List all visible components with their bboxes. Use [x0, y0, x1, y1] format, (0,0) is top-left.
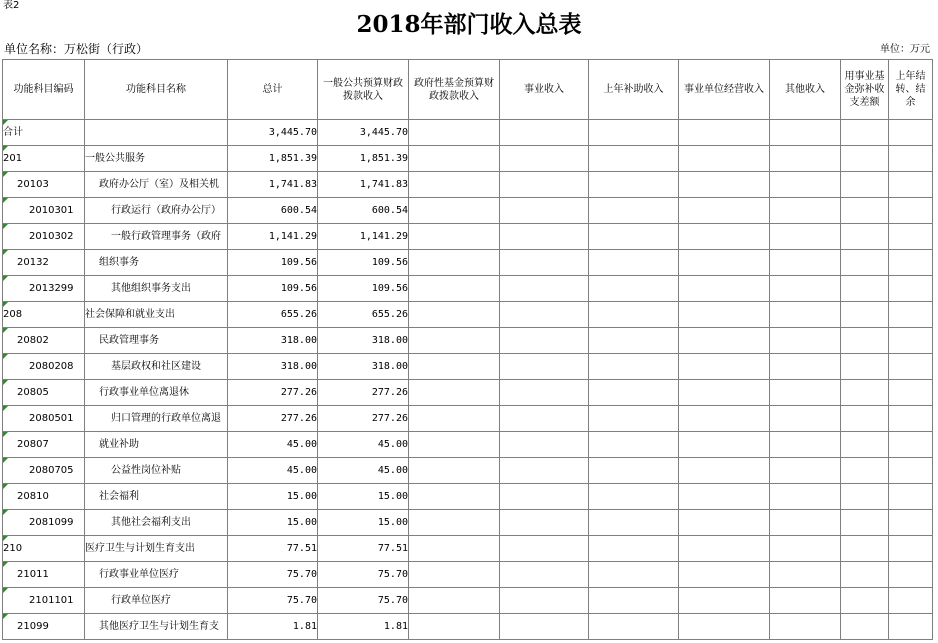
cell-fund-deficit[interactable]: [841, 510, 889, 536]
cell-prev-subsidy[interactable]: [589, 588, 679, 614]
cell-fund-deficit[interactable]: [841, 406, 889, 432]
cell-carryover[interactable]: [889, 120, 933, 146]
table-row: [3, 458, 933, 484]
cell-prev-subsidy[interactable]: [589, 458, 679, 484]
cell-general-budget[interactable]: 600.54: [318, 198, 409, 224]
cell-carryover[interactable]: [889, 328, 933, 354]
cell-fund-deficit[interactable]: [841, 432, 889, 458]
cell-total[interactable]: 45.00: [228, 458, 318, 484]
cell-name[interactable]: 社会福利: [85, 484, 228, 510]
cell-code[interactable]: 20807: [3, 432, 85, 458]
header-fund-deficit[interactable]: 用事业基金弥补收支差额: [841, 60, 889, 120]
cell-fund-deficit[interactable]: [841, 146, 889, 172]
unit-name: 单位名称：万松街（行政）: [4, 42, 149, 56]
cell-business-income[interactable]: [500, 588, 589, 614]
cell-name[interactable]: 其他组织事务支出: [85, 276, 228, 302]
cell-general-budget[interactable]: 109.56: [318, 276, 409, 302]
cell-other-income[interactable]: [770, 250, 841, 276]
cell-business-income[interactable]: [500, 250, 589, 276]
header-prev-subsidy[interactable]: 上年补助收入: [589, 60, 679, 120]
cell-gov-fund[interactable]: [409, 614, 500, 640]
header-carryover[interactable]: 上年结转、结余: [889, 60, 933, 120]
table-row: [3, 146, 933, 172]
cell-prev-subsidy[interactable]: [589, 614, 679, 640]
cell-general-budget[interactable]: 45.00: [318, 432, 409, 458]
cell-carryover[interactable]: [889, 510, 933, 536]
cell-prev-subsidy[interactable]: [589, 562, 679, 588]
table-row: [3, 588, 933, 614]
cell-name[interactable]: 一般公共服务: [85, 146, 228, 172]
table-row: [3, 406, 933, 432]
cell-other-income[interactable]: [770, 406, 841, 432]
cell-general-budget[interactable]: 1,741.83: [318, 172, 409, 198]
cell-prev-subsidy[interactable]: [589, 432, 679, 458]
cell-code[interactable]: 2101101: [3, 588, 85, 614]
cell-prev-subsidy[interactable]: [589, 302, 679, 328]
cell-general-budget[interactable]: 3,445.70: [318, 120, 409, 146]
header-general-budget[interactable]: 一般公共预算财政拨款收入: [318, 60, 409, 120]
unit-measure: 单位：万元: [880, 44, 930, 55]
cell-carryover[interactable]: [889, 406, 933, 432]
header-name[interactable]: 功能科目名称: [85, 60, 228, 120]
cell-gov-fund[interactable]: [409, 198, 500, 224]
header-total[interactable]: 总计: [228, 60, 318, 120]
cell-business-unit-income[interactable]: [679, 120, 770, 146]
header-gov-fund[interactable]: 政府性基金预算财政拨款收入: [409, 60, 500, 120]
cell-code[interactable]: 2013299: [3, 276, 85, 302]
cell-business-unit-income[interactable]: [679, 250, 770, 276]
table-row: [3, 120, 933, 146]
cell-other-income[interactable]: [770, 588, 841, 614]
cell-gov-fund[interactable]: [409, 302, 500, 328]
cell-fund-deficit[interactable]: [841, 484, 889, 510]
cell-general-budget[interactable]: 655.26: [318, 302, 409, 328]
cell-business-income[interactable]: [500, 302, 589, 328]
cell-carryover[interactable]: [889, 562, 933, 588]
cell-prev-subsidy[interactable]: [589, 406, 679, 432]
cell-name[interactable]: 行政运行（政府办公厅）: [85, 198, 228, 224]
cell-code[interactable]: 20802: [3, 328, 85, 354]
cell-carryover[interactable]: [889, 484, 933, 510]
cell-fund-deficit[interactable]: [841, 328, 889, 354]
cell-carryover[interactable]: [889, 172, 933, 198]
cell-fund-deficit[interactable]: [841, 250, 889, 276]
cell-total[interactable]: 45.00: [228, 432, 318, 458]
cell-total[interactable]: 600.54: [228, 198, 318, 224]
table-tag: 表2: [3, 0, 20, 11]
cell-fund-deficit[interactable]: [841, 562, 889, 588]
cell-total[interactable]: 15.00: [228, 484, 318, 510]
cell-gov-fund[interactable]: [409, 250, 500, 276]
table-row: [3, 250, 933, 276]
cell-carryover[interactable]: [889, 432, 933, 458]
cell-total[interactable]: 75.70: [228, 562, 318, 588]
table-row: [3, 484, 933, 510]
cell-fund-deficit[interactable]: [841, 458, 889, 484]
cell-code[interactable]: 210: [3, 536, 85, 562]
cell-business-income[interactable]: [500, 562, 589, 588]
cell-other-income[interactable]: [770, 562, 841, 588]
cell-business-income[interactable]: [500, 328, 589, 354]
page-title: 2018年部门收入总表: [356, 11, 582, 38]
cell-business-unit-income[interactable]: [679, 354, 770, 380]
cell-prev-subsidy[interactable]: [589, 172, 679, 198]
cell-fund-deficit[interactable]: [841, 172, 889, 198]
cell-prev-subsidy[interactable]: [589, 536, 679, 562]
cell-gov-fund[interactable]: [409, 354, 500, 380]
cell-fund-deficit[interactable]: [841, 224, 889, 250]
cell-business-income[interactable]: [500, 276, 589, 302]
cell-carryover[interactable]: [889, 198, 933, 224]
cell-name[interactable]: 一般行政管理事务（政府: [85, 224, 228, 250]
header-row: [3, 60, 933, 120]
cell-code[interactable]: 合计: [3, 120, 85, 146]
table-row: [3, 354, 933, 380]
cell-total[interactable]: 1,141.29: [228, 224, 318, 250]
cell-gov-fund[interactable]: [409, 276, 500, 302]
cell-fund-deficit[interactable]: [841, 380, 889, 406]
cell-code[interactable]: 2080705: [3, 458, 85, 484]
cell-gov-fund[interactable]: [409, 484, 500, 510]
cell-gov-fund[interactable]: [409, 120, 500, 146]
table-row: [3, 276, 933, 302]
cell-prev-subsidy[interactable]: [589, 276, 679, 302]
table-row: [3, 562, 933, 588]
cell-general-budget[interactable]: 1.81: [318, 614, 409, 640]
header-business-unit-income[interactable]: 事业单位经营收入: [679, 60, 770, 120]
cell-carryover[interactable]: [889, 614, 933, 640]
cell-name[interactable]: 行政事业单位离退休: [85, 380, 228, 406]
cell-other-income[interactable]: [770, 302, 841, 328]
cell-fund-deficit[interactable]: [841, 302, 889, 328]
cell-fund-deficit[interactable]: [841, 276, 889, 302]
cell-fund-deficit[interactable]: [841, 588, 889, 614]
cell-business-unit-income[interactable]: [679, 224, 770, 250]
cell-business-income[interactable]: [500, 172, 589, 198]
cell-prev-subsidy[interactable]: [589, 250, 679, 276]
cell-prev-subsidy[interactable]: [589, 380, 679, 406]
cell-business-unit-income[interactable]: [679, 328, 770, 354]
cell-gov-fund[interactable]: [409, 458, 500, 484]
cell-gov-fund[interactable]: [409, 432, 500, 458]
cell-name[interactable]: 医疗卫生与计划生育支出: [85, 536, 228, 562]
cell-total[interactable]: 1,851.39: [228, 146, 318, 172]
cell-other-income[interactable]: [770, 380, 841, 406]
table-row: [3, 432, 933, 458]
cell-prev-subsidy[interactable]: [589, 484, 679, 510]
cell-fund-deficit[interactable]: [841, 614, 889, 640]
table-row: [3, 328, 933, 354]
cell-other-income[interactable]: [770, 224, 841, 250]
cell-name[interactable]: 公益性岗位补贴: [85, 458, 228, 484]
cell-business-unit-income[interactable]: [679, 432, 770, 458]
cell-business-unit-income[interactable]: [679, 146, 770, 172]
cell-carryover[interactable]: [889, 536, 933, 562]
cell-name[interactable]: 民政管理事务: [85, 328, 228, 354]
cell-code[interactable]: 2010301: [3, 198, 85, 224]
cell-prev-subsidy[interactable]: [589, 224, 679, 250]
cell-other-income[interactable]: [770, 146, 841, 172]
cell-fund-deficit[interactable]: [841, 354, 889, 380]
cell-prev-subsidy[interactable]: [589, 510, 679, 536]
cell-other-income[interactable]: [770, 198, 841, 224]
cell-code[interactable]: 208: [3, 302, 85, 328]
cell-code[interactable]: 20103: [3, 172, 85, 198]
cell-fund-deficit[interactable]: [841, 198, 889, 224]
cell-name[interactable]: 政府办公厅（室）及相关机: [85, 172, 228, 198]
cell-total[interactable]: 655.26: [228, 302, 318, 328]
cell-general-budget[interactable]: 15.00: [318, 484, 409, 510]
cell-carryover[interactable]: [889, 588, 933, 614]
cell-business-income[interactable]: [500, 458, 589, 484]
cell-business-income[interactable]: [500, 536, 589, 562]
cell-general-budget[interactable]: 109.56: [318, 250, 409, 276]
cell-code[interactable]: 21011: [3, 562, 85, 588]
cell-carryover[interactable]: [889, 354, 933, 380]
cell-business-income[interactable]: [500, 380, 589, 406]
cell-carryover[interactable]: [889, 276, 933, 302]
cell-gov-fund[interactable]: [409, 172, 500, 198]
table-row: [3, 614, 933, 640]
cell-gov-fund[interactable]: [409, 588, 500, 614]
cell-carryover[interactable]: [889, 224, 933, 250]
header-other-income[interactable]: 其他收入: [770, 60, 841, 120]
table-row: [3, 172, 933, 198]
cell-general-budget[interactable]: 15.00: [318, 510, 409, 536]
table-row: [3, 510, 933, 536]
cell-code[interactable]: 2081099: [3, 510, 85, 536]
table-body: [3, 120, 933, 640]
cell-total[interactable]: 77.51: [228, 536, 318, 562]
cell-gov-fund[interactable]: [409, 510, 500, 536]
cell-business-income[interactable]: [500, 146, 589, 172]
cell-name[interactable]: 社会保障和就业支出: [85, 302, 228, 328]
cell-business-unit-income[interactable]: [679, 588, 770, 614]
cell-total[interactable]: 277.26: [228, 380, 318, 406]
cell-business-income[interactable]: [500, 432, 589, 458]
cell-gov-fund[interactable]: [409, 380, 500, 406]
cell-general-budget[interactable]: 75.70: [318, 562, 409, 588]
cell-name[interactable]: 其他社会福利支出: [85, 510, 228, 536]
cell-other-income[interactable]: [770, 484, 841, 510]
cell-other-income[interactable]: [770, 458, 841, 484]
cell-gov-fund[interactable]: [409, 536, 500, 562]
cell-gov-fund[interactable]: [409, 406, 500, 432]
table-row: [3, 198, 933, 224]
cell-other-income[interactable]: [770, 120, 841, 146]
cell-business-unit-income[interactable]: [679, 510, 770, 536]
cell-code[interactable]: 2010302: [3, 224, 85, 250]
cell-prev-subsidy[interactable]: [589, 328, 679, 354]
cell-code[interactable]: 2080208: [3, 354, 85, 380]
cell-total[interactable]: 277.26: [228, 406, 318, 432]
cell-name[interactable]: 其他医疗卫生与计划生育支: [85, 614, 228, 640]
cell-prev-subsidy[interactable]: [589, 354, 679, 380]
cell-total[interactable]: 1,741.83: [228, 172, 318, 198]
cell-carryover[interactable]: [889, 146, 933, 172]
cell-business-unit-income[interactable]: [679, 562, 770, 588]
cell-business-unit-income[interactable]: [679, 276, 770, 302]
cell-name[interactable]: 行政单位医疗: [85, 588, 228, 614]
cell-business-unit-income[interactable]: [679, 380, 770, 406]
cell-total[interactable]: 109.56: [228, 276, 318, 302]
cell-business-income[interactable]: [500, 614, 589, 640]
cell-code[interactable]: 20132: [3, 250, 85, 276]
cell-code[interactable]: 20810: [3, 484, 85, 510]
table-row: [3, 224, 933, 250]
cell-business-unit-income[interactable]: [679, 536, 770, 562]
cell-other-income[interactable]: [770, 276, 841, 302]
cell-general-budget[interactable]: 45.00: [318, 458, 409, 484]
cell-general-budget[interactable]: 77.51: [318, 536, 409, 562]
cell-gov-fund[interactable]: [409, 224, 500, 250]
cell-business-income[interactable]: [500, 224, 589, 250]
cell-gov-fund[interactable]: [409, 562, 500, 588]
cell-other-income[interactable]: [770, 172, 841, 198]
cell-name[interactable]: [85, 120, 228, 146]
cell-other-income[interactable]: [770, 432, 841, 458]
table-row: [3, 302, 933, 328]
header-business-income[interactable]: 事业收入: [500, 60, 589, 120]
cell-code[interactable]: 2080501: [3, 406, 85, 432]
cell-other-income[interactable]: [770, 614, 841, 640]
cell-name[interactable]: 就业补助: [85, 432, 228, 458]
cell-name[interactable]: 行政事业单位医疗: [85, 562, 228, 588]
cell-business-income[interactable]: [500, 198, 589, 224]
cell-total[interactable]: 75.70: [228, 588, 318, 614]
cell-general-budget[interactable]: 277.26: [318, 380, 409, 406]
cell-business-income[interactable]: [500, 120, 589, 146]
cell-other-income[interactable]: [770, 510, 841, 536]
cell-code[interactable]: 21099: [3, 614, 85, 640]
cell-gov-fund[interactable]: [409, 146, 500, 172]
cell-total[interactable]: 3,445.70: [228, 120, 318, 146]
income-table: [2, 59, 933, 640]
cell-carryover[interactable]: [889, 302, 933, 328]
cell-code[interactable]: 20805: [3, 380, 85, 406]
cell-total[interactable]: 15.00: [228, 510, 318, 536]
cell-business-unit-income[interactable]: [679, 458, 770, 484]
table-row: [3, 536, 933, 562]
cell-gov-fund[interactable]: [409, 328, 500, 354]
cell-business-unit-income[interactable]: [679, 614, 770, 640]
cell-business-unit-income[interactable]: [679, 172, 770, 198]
cell-general-budget[interactable]: 318.00: [318, 328, 409, 354]
cell-prev-subsidy[interactable]: [589, 120, 679, 146]
cell-fund-deficit[interactable]: [841, 536, 889, 562]
cell-general-budget[interactable]: 1,851.39: [318, 146, 409, 172]
cell-business-income[interactable]: [500, 484, 589, 510]
cell-total[interactable]: 109.56: [228, 250, 318, 276]
cell-other-income[interactable]: [770, 354, 841, 380]
cell-other-income[interactable]: [770, 328, 841, 354]
cell-business-income[interactable]: [500, 510, 589, 536]
cell-other-income[interactable]: [770, 536, 841, 562]
cell-general-budget[interactable]: 75.70: [318, 588, 409, 614]
cell-code[interactable]: 201: [3, 146, 85, 172]
table-row: [3, 380, 933, 406]
cell-total[interactable]: 318.00: [228, 328, 318, 354]
cell-name[interactable]: 基层政权和社区建设: [85, 354, 228, 380]
cell-total[interactable]: 1.81: [228, 614, 318, 640]
cell-business-income[interactable]: [500, 406, 589, 432]
cell-business-unit-income[interactable]: [679, 198, 770, 224]
cell-business-unit-income[interactable]: [679, 302, 770, 328]
header-code[interactable]: 功能科目编码: [3, 60, 85, 120]
cell-prev-subsidy[interactable]: [589, 198, 679, 224]
cell-name[interactable]: 组织事务: [85, 250, 228, 276]
cell-total[interactable]: 318.00: [228, 354, 318, 380]
cell-general-budget[interactable]: 277.26: [318, 406, 409, 432]
cell-carryover[interactable]: [889, 458, 933, 484]
cell-general-budget[interactable]: 318.00: [318, 354, 409, 380]
cell-carryover[interactable]: [889, 250, 933, 276]
cell-general-budget[interactable]: 1,141.29: [318, 224, 409, 250]
cell-business-income[interactable]: [500, 354, 589, 380]
cell-fund-deficit[interactable]: [841, 120, 889, 146]
cell-prev-subsidy[interactable]: [589, 146, 679, 172]
cell-business-unit-income[interactable]: [679, 406, 770, 432]
cell-name[interactable]: 归口管理的行政单位离退: [85, 406, 228, 432]
cell-business-unit-income[interactable]: [679, 484, 770, 510]
cell-carryover[interactable]: [889, 380, 933, 406]
